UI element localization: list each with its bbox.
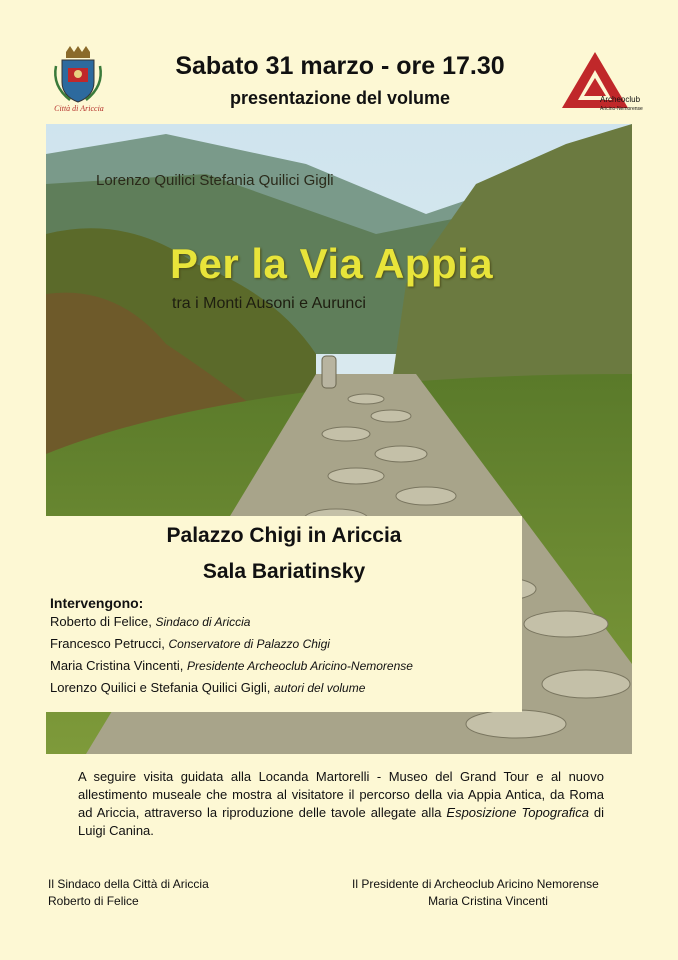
description-italic: Esposizione Topografica <box>446 805 589 820</box>
speakers-heading: Intervengono: <box>50 595 144 611</box>
archeoclub-logo-icon <box>560 50 643 114</box>
mayor-signature-name: Roberto di Felice <box>48 894 139 908</box>
archeoclub-logo-text: Archeoclub <box>600 95 641 104</box>
speaker-role: autori del volume <box>274 681 366 695</box>
president-signature-role: Il Presidente di Archeoclub Aricino Nemorense <box>352 877 599 891</box>
speaker-name: Lorenzo Quilici e Stefania Quilici Gigli, <box>50 680 271 695</box>
book-subtitle: tra i Monti Ausoni e Aurunci <box>172 295 366 312</box>
book-authors: Lorenzo Quilici Stefania Quilici Gigli <box>96 172 334 189</box>
event-subtitle: presentazione del volume <box>229 88 451 108</box>
speaker-name: Francesco Petrucci, <box>50 636 165 651</box>
description-text: A seguire visita guidata alla Locanda Martorelli - Museo del Grand Tour e al nuovo allestimento museale che mostra al visitatore il percorso della via Appia Antica, da Roma ad Ariccia, attraverso la riproduzione delle tavole allegate alla <box>78 769 604 820</box>
speaker-name: Roberto di Felice, <box>50 614 152 629</box>
speaker-name: Maria Cristina Vincenti, <box>50 658 184 673</box>
speaker-role: Presidente Archeoclub Aricino-Nemorense <box>187 659 413 673</box>
event-date: Sabato 31 marzo - ore 17.30 <box>175 52 505 80</box>
book-title: Per la Via Appia <box>170 240 494 287</box>
archeoclub-logo-subtext: Aricino-Nemorense <box>600 106 643 112</box>
crest-caption: Città di Ariccia <box>54 104 104 113</box>
description-end: di Luigi Canina. <box>78 805 604 838</box>
mayor-signature-role: Il Sindaco della Città di Ariccia <box>48 877 209 891</box>
venue-name: Palazzo Chigi in Ariccia <box>166 524 402 547</box>
speaker-role: Sindaco di Ariccia <box>155 615 251 629</box>
venue-room: Sala Bariatinsky <box>202 560 366 583</box>
speaker-role: Conservatore di Palazzo Chigi <box>168 637 330 651</box>
speaker-item <box>50 658 413 673</box>
speaker-item <box>50 614 250 629</box>
speaker-item <box>50 636 330 651</box>
event-description <box>78 768 604 840</box>
event-info-box <box>46 516 522 712</box>
speaker-item <box>50 680 365 695</box>
president-signature-name: Maria Cristina Vincenti <box>428 894 548 908</box>
